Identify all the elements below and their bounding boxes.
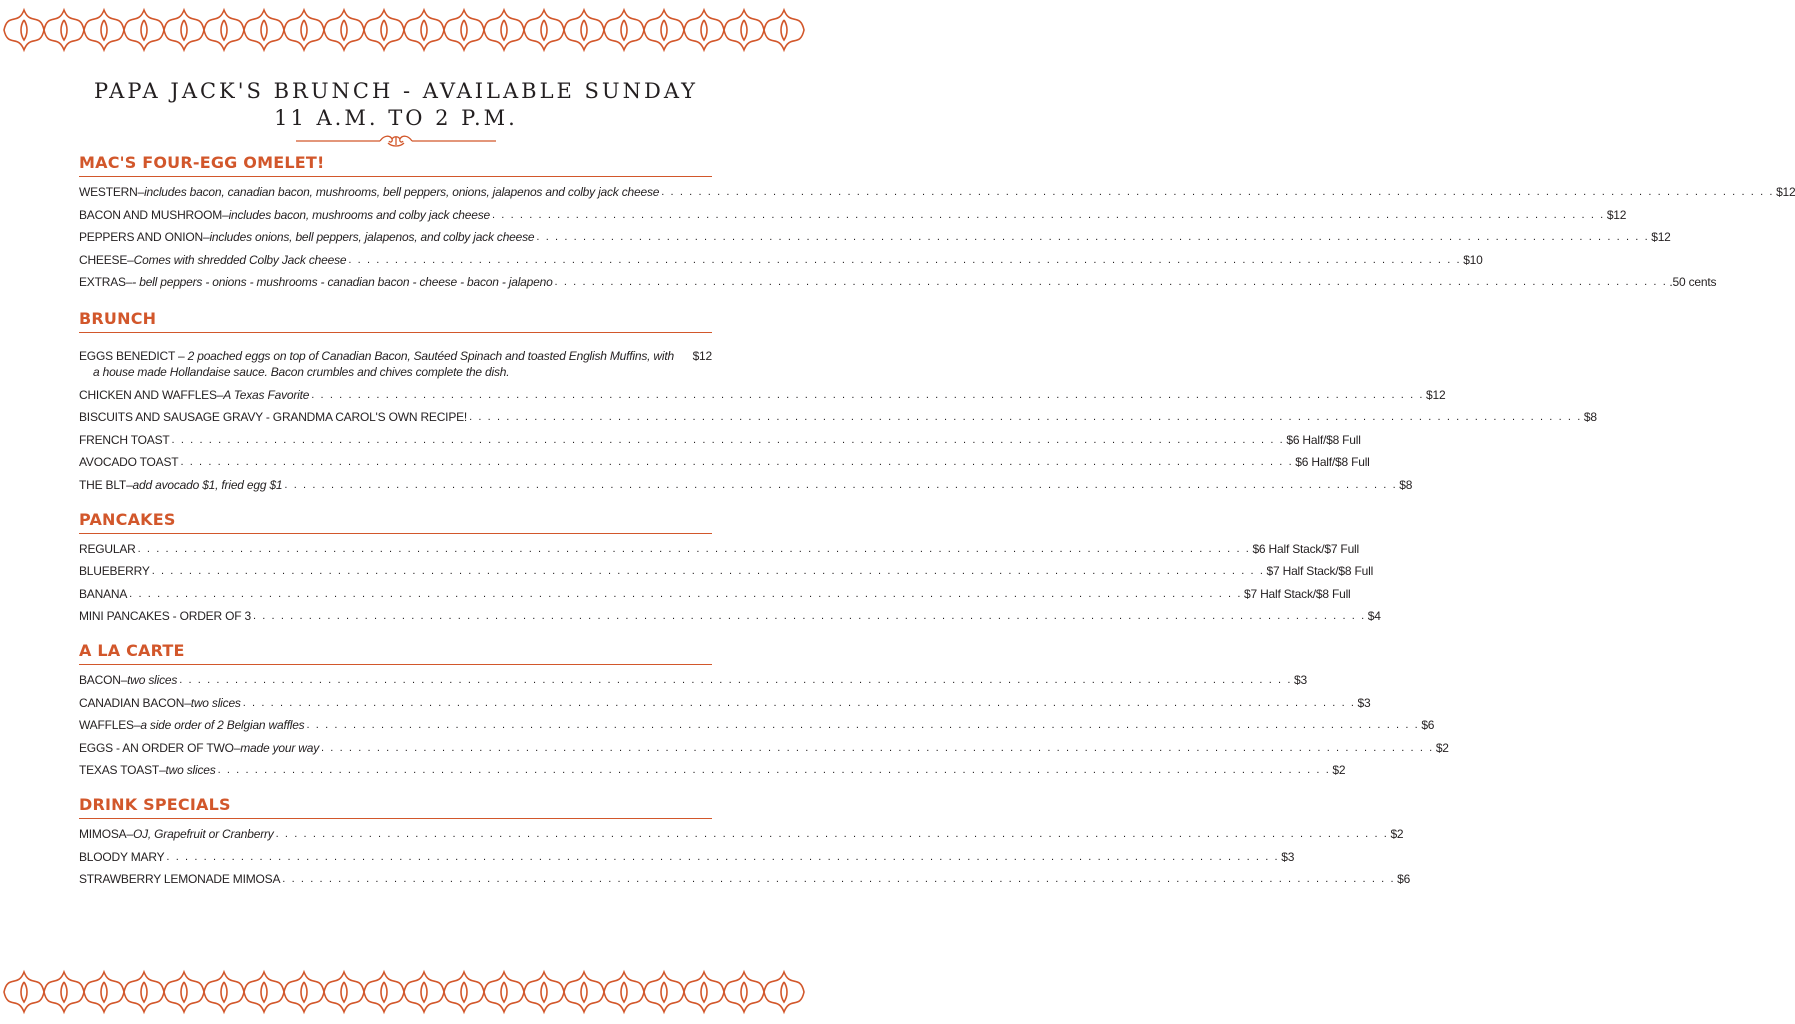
item-price: $12: [1426, 387, 1446, 402]
item-description: made your way: [240, 740, 319, 755]
item-name: STRAWBERRY LEMONADE MIMOSA: [79, 872, 281, 886]
border-motif: [684, 972, 724, 1012]
title-flourish-icon: [296, 133, 496, 149]
dot-leader: . . . . . . . . . . . . . . . . . . . . . . . . . . . . . . . . . . . . . . . . . . . . . . . . . . . . . . . . . . . . . . . . . . . . . . . . . . . . . . . . . . . . . . . . . . . . . . . . . . . . . . . . . . . . . . . . . . . . . . . .: [311, 388, 1425, 401]
border-motif: [284, 10, 324, 50]
border-motif: [404, 10, 444, 50]
menu-title-block: [0, 78, 792, 149]
dot-leader: . . . . . . . . . . . . . . . . . . . . . . . . . . . . . . . . . . . . . . . . . . . . . . . . . . . . . . . . . . . . . . . . . . . . . . . . . . . . . . . . . . . . . . . . . . . . . . . . . . . . . . . . . . . . . . . . . . . . . . . .: [166, 850, 1280, 863]
menu-item: [79, 184, 1795, 200]
section-heading: A LA CARTE: [79, 641, 712, 665]
menu-item: [79, 409, 1597, 425]
section-heading: MAC'S FOUR-EGG OMELET!: [79, 153, 712, 177]
item-name: AVOCADO TOAST: [79, 455, 179, 469]
border-motif: [4, 10, 44, 50]
item-name: MINI PANCAKES - ORDER OF 3: [79, 609, 251, 623]
item-separator: –: [174, 349, 188, 363]
dot-leader: . . . . . . . . . . . . . . . . . . . . . . . . . . . . . . . . . . . . . . . . . . . . . . . . . . . . . . . . . . . . . . . . . . . . . . . . . . . . . . . . . . . . . . . . . . . . . . . . . . . . . . . . . . . . . . . . . . . . . . . .: [171, 433, 1285, 446]
border-motif: [684, 10, 724, 50]
border-motif: [204, 972, 244, 1012]
menu-hours: 11 A.M. TO 2 P.M.: [274, 106, 518, 130]
item-separator: –: [184, 695, 191, 710]
item-separator: –: [126, 477, 133, 492]
item-price: $3: [1294, 673, 1307, 687]
dot-leader: . . . . . . . . . . . . . . . . . . . . . . . . . . . . . . . . . . . . . . . . . . . . . . . . . . . . . . . . . . . . . . . . . . . . . . . . . . . . . . . . . . . . . . . . . . . . . . . . . . . . . . . . . . . . . . . . . . . . . . . .: [661, 186, 1775, 198]
border-motif: [84, 972, 124, 1012]
menu-item: [79, 454, 1370, 470]
border-motif: [244, 10, 284, 50]
item-description: two slices: [127, 673, 178, 687]
menu-item: [79, 695, 1371, 711]
menu-item: [79, 826, 1404, 842]
item-price: $6 Half/$8 Full: [1286, 432, 1361, 447]
item-description: A Texas Favorite: [223, 387, 310, 402]
menu-item: [79, 563, 1374, 579]
dot-leader: . . . . . . . . . . . . . . . . . . . . . . . . . . . . . . . . . . . . . . . . . . . . . . . . . . . . . . . . . . . . . . . . . . . . . . . . . . . . . . . . . . . . . . . . . . . . . . . . . . . . . . . . . . . . . . . . . . . . . . . .: [554, 276, 1668, 288]
border-motif: [444, 972, 484, 1012]
dot-leader: . . . . . . . . . . . . . . . . . . . . . . . . . . . . . . . . . . . . . . . . . . . . . . . . . . . . . . . . . . . . . . . . . . . . . . . . . . . . . . . . . . . . . . . . . . . . . . . . . . . . . . . . . . . . . . . . . . . . . . . .: [306, 719, 1420, 731]
item-name: EGGS BENEDICT: [79, 349, 175, 363]
item-separator: –: [127, 252, 134, 267]
border-motif: [324, 10, 364, 50]
item-separator: –: [216, 387, 224, 402]
border-motif: [644, 10, 684, 50]
border-motif: [44, 972, 84, 1012]
border-motif: [484, 10, 524, 50]
border-motif: [124, 10, 164, 50]
border-motif: [404, 972, 444, 1012]
dot-leader: . . . . . . . . . . . . . . . . . . . . . . . . . . . . . . . . . . . . . . . . . . . . . . . . . . . . . . . . . . . . . . . . . . . . . . . . . . . . . . . . . . . . . . . . . . . . . . . . . . . . . . . . . . . . . . . . . . . . . . . .: [348, 253, 1462, 266]
bottom-ornamental-border: [0, 966, 792, 1018]
dot-leader: . . . . . . . . . . . . . . . . . . . . . . . . . . . . . . . . . . . . . . . . . . . . . . . . . . . . . . . . . . . . . . . . . . . . . . . . . . . . . . . . . . . . . . . . . . . . . . . . . . . . . . . . . . . . . . . . . . . . . . . .: [217, 764, 1331, 776]
menu-item: [79, 229, 1671, 245]
item-price: $12: [692, 349, 712, 363]
item-description-continued: a house made Hollandaise sauce. Bacon crumbles and chives complete the dish.: [93, 365, 510, 379]
item-name: BLOODY MARY: [79, 849, 165, 864]
border-motif: [364, 10, 404, 50]
border-motif: [564, 10, 604, 50]
menu-item: [79, 608, 1381, 624]
item-description: Comes with shredded Colby Jack cheese: [133, 252, 347, 267]
item-line: [79, 348, 672, 364]
dot-leader: . . . . . . . . . . . . . . . . . . . . . . . . . . . . . . . . . . . . . . . . . . . . . . . . . . . . . . . . . . . . . . . . . . . . . . . . . . . . . . . . . . . . . . . . . . . . . . . . . . . . . . . . . . . . . . . . . . . . . . . .: [536, 231, 1650, 243]
menu-item: [79, 586, 1351, 602]
item-description: a side order of 2 Belgian waffles: [140, 718, 305, 732]
item-separator: –: [233, 740, 241, 755]
menu-item: [79, 672, 1307, 688]
menu-item: [79, 207, 1627, 223]
menu-section: [79, 509, 1381, 625]
menu-item: [79, 432, 1361, 448]
menu-item-list: [79, 184, 1795, 290]
menu-item: [79, 717, 1435, 733]
dot-leader: . . . . . . . . . . . . . . . . . . . . . . . . . . . . . . . . . . . . . . . . . . . . . . . . . . . . . . . . . . . . . . . . . . . . . . . . . . . . . . . . . . . . . . . . . . . . . . . . . . . . . . . . . . . . . . . . . . . . . . . .: [242, 696, 1356, 709]
border-motif: [724, 10, 764, 50]
border-motif: [724, 972, 764, 1012]
item-description: - bell peppers - onions - mushrooms - canadian bacon - cheese - bacon - jalapeno: [132, 275, 553, 289]
dot-leader: . . . . . . . . . . . . . . . . . . . . . . . . . . . . . . . . . . . . . . . . . . . . . . . . . . . . . . . . . . . . . . . . . . . . . . . . . . . . . . . . . . . . . . . . . . . . . . . . . . . . . . . . . . . . . . . . . . . . . . . .: [137, 542, 1251, 555]
border-motif: [524, 972, 564, 1012]
item-description: 2 poached eggs on top of Canadian Bacon, Sautéed Spinach and toasted English Muffins, with: [187, 349, 674, 363]
border-motif: [604, 972, 644, 1012]
item-price: .50 cents: [1669, 275, 1717, 289]
border-motif: [244, 972, 284, 1012]
border-motif: [484, 972, 524, 1012]
menu-title: PAPA JACK'S BRUNCH - AVAILABLE SUNDAY: [93, 79, 699, 103]
item-price: $3: [1357, 695, 1371, 710]
border-motif: [364, 972, 404, 1012]
item-price: $12: [1776, 185, 1795, 199]
section-heading: BRUNCH: [79, 309, 712, 333]
item-name: THE BLT: [79, 477, 127, 492]
border-motif: [164, 10, 204, 50]
menu-item: [79, 740, 1449, 756]
item-price: $7 Half Stack/$8 Full: [1266, 564, 1374, 578]
item-name: WAFFLES: [79, 718, 134, 732]
dot-leader: . . . . . . . . . . . . . . . . . . . . . . . . . . . . . . . . . . . . . . . . . . . . . . . . . . . . . . . . . . . . . . . . . . . . . . . . . . . . . . . . . . . . . . . . . . . . . . . . . . . . . . . . . . . . . . . . . . . . . . . .: [321, 741, 1434, 754]
border-motif: [124, 972, 164, 1012]
item-description: add avocado $1, fried egg $1: [132, 477, 283, 492]
menu-item-list: [79, 672, 1449, 778]
dot-leader: . . . . . . . . . . . . . . . . . . . . . . . . . . . . . . . . . . . . . . . . . . . . . . . . . . . . . . . . . . . . . . . . . . . . . . . . . . . . . . . . . . . . . . . . . . . . . . . . . . . . . . . . . . . . . . . . . . . . . . . .: [179, 674, 1293, 686]
border-motif: [644, 972, 684, 1012]
menu-section: [79, 641, 1449, 778]
dot-leader: . . . . . . . . . . . . . . . . . . . . . . . . . . . . . . . . . . . . . . . . . . . . . . . . . . . . . . . . . . . . . . . . . . . . . . . . . . . . . . . . . . . . . . . . . . . . . . . . . . . . . . . . . . . . . . . . . . . . . . . .: [180, 456, 1294, 468]
item-name: REGULAR: [79, 541, 136, 556]
top-ornamental-border: [0, 4, 792, 56]
item-name: EXTRAS: [79, 275, 126, 289]
item-price: $10: [1463, 252, 1483, 267]
border-motif: [84, 10, 124, 50]
item-separator: –: [126, 827, 133, 841]
item-price: $6 Half Stack/$7 Full: [1252, 541, 1359, 556]
item-name: EGGS - AN ORDER OF TWO: [79, 740, 234, 755]
dot-leader: . . . . . . . . . . . . . . . . . . . . . . . . . . . . . . . . . . . . . . . . . . . . . . . . . . . . . . . . . . . . . . . . . . . . . . . . . . . . . . . . . . . . . . . . . . . . . . . . . . . . . . . . . . . . . . . . . . . . . . . .: [275, 828, 1389, 840]
border-motif: [524, 10, 564, 50]
item-price: $8: [1583, 410, 1597, 424]
item-description: includes bacon, canadian bacon, mushrooms, bell peppers, onions, jalapenos and colby jack cheese: [144, 185, 660, 199]
border-motif: [44, 10, 84, 50]
dot-leader: . . . . . . . . . . . . . . . . . . . . . . . . . . . . . . . . . . . . . . . . . . . . . . . . . . . . . . . . . . . . . . . . . . . . . . . . . . . . . . . . . . . . . . . . . . . . . . . . . . . . . . . . . . . . . . . . . . . . . . . .: [284, 478, 1398, 491]
dot-leader: . . . . . . . . . . . . . . . . . . . . . . . . . . . . . . . . . . . . . . . . . . . . . . . . . . . . . . . . . . . . . . . . . . . . . . . . . . . . . . . . . . . . . . . . . . . . . . . . . . . . . . . . . . . . . . . . . . . . . . . .: [282, 873, 1396, 885]
border-motif: [564, 972, 604, 1012]
item-price: $6: [1421, 718, 1435, 732]
item-price: $12: [1651, 230, 1671, 244]
item-price: $2: [1435, 740, 1449, 755]
item-price: $6 Half/$8 Full: [1295, 455, 1370, 469]
dot-leader: . . . . . . . . . . . . . . . . . . . . . . . . . . . . . . . . . . . . . . . . . . . . . . . . . . . . . . . . . . . . . . . . . . . . . . . . . . . . . . . . . . . . . . . . . . . . . . . . . . . . . . . . . . . . . . . . . . . . . . . .: [151, 565, 1265, 577]
menu-item-list: [79, 826, 1411, 887]
item-price: $6: [1397, 872, 1411, 886]
item-separator: –: [137, 185, 145, 199]
border-motif: [324, 972, 364, 1012]
menu-section: [79, 309, 1597, 493]
item-name: BACON: [79, 673, 121, 687]
border-motif: [444, 10, 484, 50]
item-name: BANANA: [79, 586, 128, 601]
item-name: CHEESE: [79, 252, 128, 267]
item-price: $2: [1332, 763, 1346, 777]
item-separator: –: [125, 275, 133, 289]
item-separator: –: [222, 207, 229, 222]
menu-item: [79, 762, 1346, 778]
item-price: $4: [1367, 609, 1381, 623]
border-motif: [4, 972, 44, 1012]
item-price: $12: [1606, 207, 1627, 222]
item-name: TEXAS TOAST: [79, 763, 160, 777]
border-motif: [204, 10, 244, 50]
border-motif: [764, 972, 804, 1012]
menu-item-list: [79, 348, 1597, 493]
item-description: includes bacon, mushrooms and colby jack cheese: [228, 207, 490, 222]
item-separator: –: [133, 718, 141, 732]
menu-item: [79, 252, 1483, 268]
menu-section: [79, 153, 1795, 290]
item-price: $3: [1281, 849, 1295, 864]
border-motif: [604, 10, 644, 50]
item-description: OJ, Grapefruit or Cranberry: [132, 827, 274, 841]
section-heading: PANCAKES: [79, 510, 712, 534]
item-name: BISCUITS AND SAUSAGE GRAVY - GRANDMA CAROL'S OWN RECIPE!: [79, 410, 468, 424]
section-heading: DRINK SPECIALS: [79, 795, 712, 819]
item-price: $2: [1390, 827, 1404, 841]
menu-item: [79, 871, 1411, 887]
menu-item: [79, 541, 1359, 557]
dot-leader: . . . . . . . . . . . . . . . . . . . . . . . . . . . . . . . . . . . . . . . . . . . . . . . . . . . . . . . . . . . . . . . . . . . . . . . . . . . . . . . . . . . . . . . . . . . . . . . . . . . . . . . . . . . . . . . . . . . . . . . .: [129, 587, 1242, 600]
item-separator: –: [120, 673, 128, 687]
border-motif: [164, 972, 204, 1012]
item-name: MIMOSA: [79, 827, 127, 841]
menu-body: [79, 153, 1795, 887]
item-name: CANADIAN BACON: [79, 695, 185, 710]
item-name: FRENCH TOAST: [79, 432, 170, 447]
item-description: two slices: [190, 695, 241, 710]
item-separator: –: [159, 763, 166, 777]
item-price: $7 Half Stack/$8 Full: [1243, 586, 1351, 601]
menu-item: [79, 849, 1295, 865]
item-description: two slices: [165, 763, 216, 777]
item-description: includes onions, bell peppers, jalapenos, and colby jack cheese: [209, 230, 535, 244]
border-motif: [284, 972, 324, 1012]
dot-leader: . . . . . . . . . . . . . . . . . . . . . . . . . . . . . . . . . . . . . . . . . . . . . . . . . . . . . . . . . . . . . . . . . . . . . . . . . . . . . . . . . . . . . . . . . . . . . . . . . . . . . . . . . . . . . . . . . . . . . . . .: [491, 208, 1605, 221]
item-price: $8: [1399, 477, 1413, 492]
menu-section: [79, 795, 1411, 887]
menu-item: [79, 348, 712, 380]
item-name: CHICKEN AND WAFFLES: [79, 387, 217, 402]
item-name: BACON AND MUSHROOM: [79, 207, 223, 222]
item-name: WESTERN: [79, 185, 138, 199]
item-separator: –: [202, 230, 210, 244]
dot-leader: . . . . . . . . . . . . . . . . . . . . . . . . . . . . . . . . . . . . . . . . . . . . . . . . . . . . . . . . . . . . . . . . . . . . . . . . . . . . . . . . . . . . . . . . . . . . . . . . . . . . . . . . . . . . . . . . . . . . . . . .: [469, 411, 1582, 423]
menu-item: [79, 477, 1413, 493]
item-name: BLUEBERRY: [79, 564, 150, 578]
menu-item: [79, 274, 1717, 290]
menu-item: [79, 387, 1446, 403]
menu-item-list: [79, 541, 1381, 625]
border-motif: [764, 10, 804, 50]
dot-leader: . . . . . . . . . . . . . . . . . . . . . . . . . . . . . . . . . . . . . . . . . . . . . . . . . . . . . . . . . . . . . . . . . . . . . . . . . . . . . . . . . . . . . . . . . . . . . . . . . . . . . . . . . . . . . . . . . . . . . . . .: [252, 610, 1366, 622]
item-name: PEPPERS AND ONION: [79, 230, 203, 244]
